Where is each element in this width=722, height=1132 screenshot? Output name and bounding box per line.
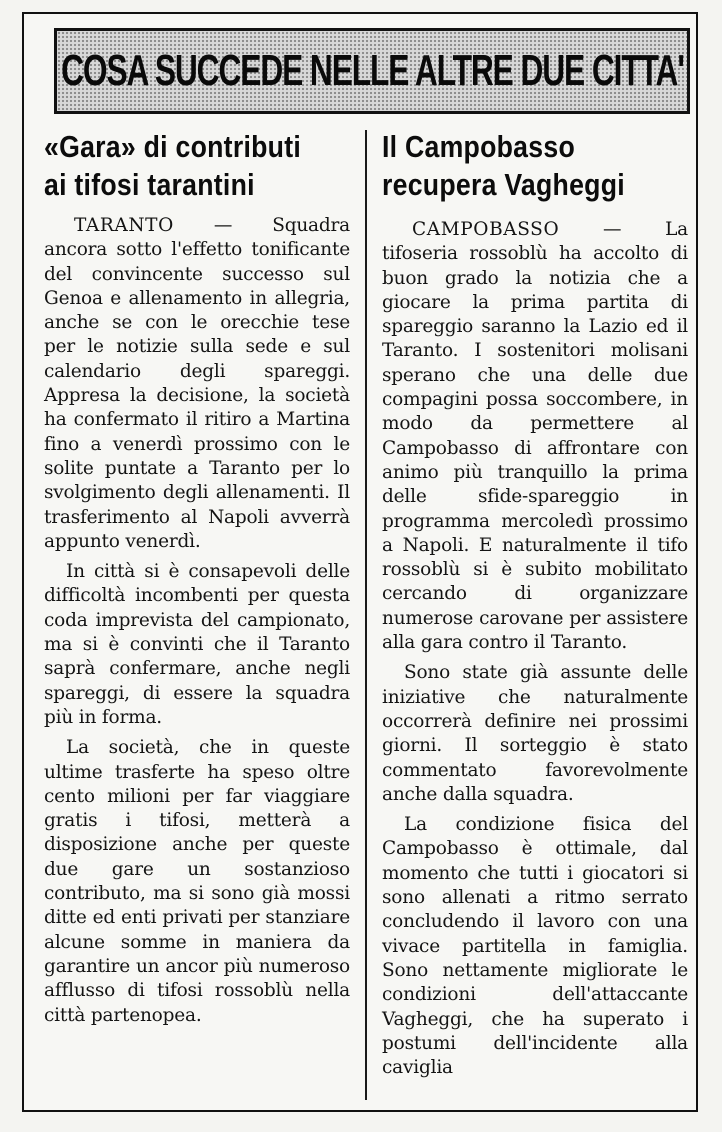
right-paragraph-2: Sono state già assunte delle iniziative che naturalmente occorrerà definire nei prossimi giorni. Il sorteggio è stato commentato favorevolmente anche dalla squadra. — [382, 662, 688, 805]
right-headline — [382, 128, 692, 218]
right-paragraph-1-text: La tifoseria rossoblù ha accolto di buon grado la notizia che a giocare la prima partita di spareggio saranno la Lazio ed il Taranto. I sostenitori molisani sperano che una delle due compagini possa soccombere, in modo da permettere al Campobasso di affrontare con animo più tranquillo la prima delle sfide-spareggio in programma mercoledì prossimo a Napoli. E naturalmente il tifo rossoblù si è subito mobilitato cercando di organizzare numerose carovane per assistere alla gara contro il Taranto. — [382, 219, 688, 654]
left-paragraph-1 — [44, 214, 350, 554]
left-dateline: TARANTO — — [74, 215, 233, 236]
section-banner — [54, 28, 690, 114]
right-body — [382, 218, 688, 1080]
left-paragraph-2: In città si è consapevoli delle difficoltà incombenti per questa coda imprevista del campionato, ma si è convinti che il Taranto saprà confermare, anche negli spareggi, di essere la squadra più in forma. — [44, 561, 350, 728]
right-article — [382, 128, 688, 1086]
right-paragraph-1 — [382, 218, 688, 655]
banner-title: COSA SUCCEDE NELLE ALTRE DUE CITTA' — [60, 46, 684, 95]
left-headline-line-1: «Gara» di contributi — [44, 129, 302, 164]
left-headline — [44, 128, 354, 214]
right-dateline: CAMPOBASSO — — [412, 219, 623, 240]
left-paragraph-3: La società, che in queste ultime trasferte ha speso oltre cento milioni per far viaggiare gratis i tifosi, metterà a disposizione anche per queste due gare un sostanzioso contributo, ma si sono già mossi ditte ed enti privati per stanziare alcune somme in maniera da garantire un ancor più numeroso afflusso di tifosi rossoblù nella città partenopea. — [44, 737, 350, 1026]
left-paragraph-1-text: Squadra ancora sotto l'effetto tonificante del convincente successo sul Genoa e allenamento in allegria, anche se con le orecchie tese per le notizie sulla sede e sul calendario degli spareggi. Appresa la decisione, la società ha confermato il ritiro a Martina fino a venerdì prossimo con le solite puntate a Taranto per lo svolgimento degli allenamenti. Il trasferimento al Napoli avverrà appunto venerdì. — [44, 215, 350, 552]
right-headline-line-1: Il Campobasso — [382, 129, 575, 164]
right-paragraph-3: La condizione fisica del Campobasso è ottimale, dal momento che tutti i giocatori si sono allenati a ritmo serrato concludendo il lavoro con una vivace partitella in famiglia. Sono nettamente migliorate le condizioni dell'attaccante Vagheggi, che ha superato i postumi dell'incidente alla caviglia — [382, 814, 688, 1079]
left-article — [44, 128, 350, 1034]
left-body — [44, 214, 350, 1028]
left-headline-line-2: ai tifosi tarantini — [44, 167, 255, 202]
right-headline-line-2: recupera Vagheggi — [382, 167, 625, 202]
column-divider — [365, 130, 367, 1100]
